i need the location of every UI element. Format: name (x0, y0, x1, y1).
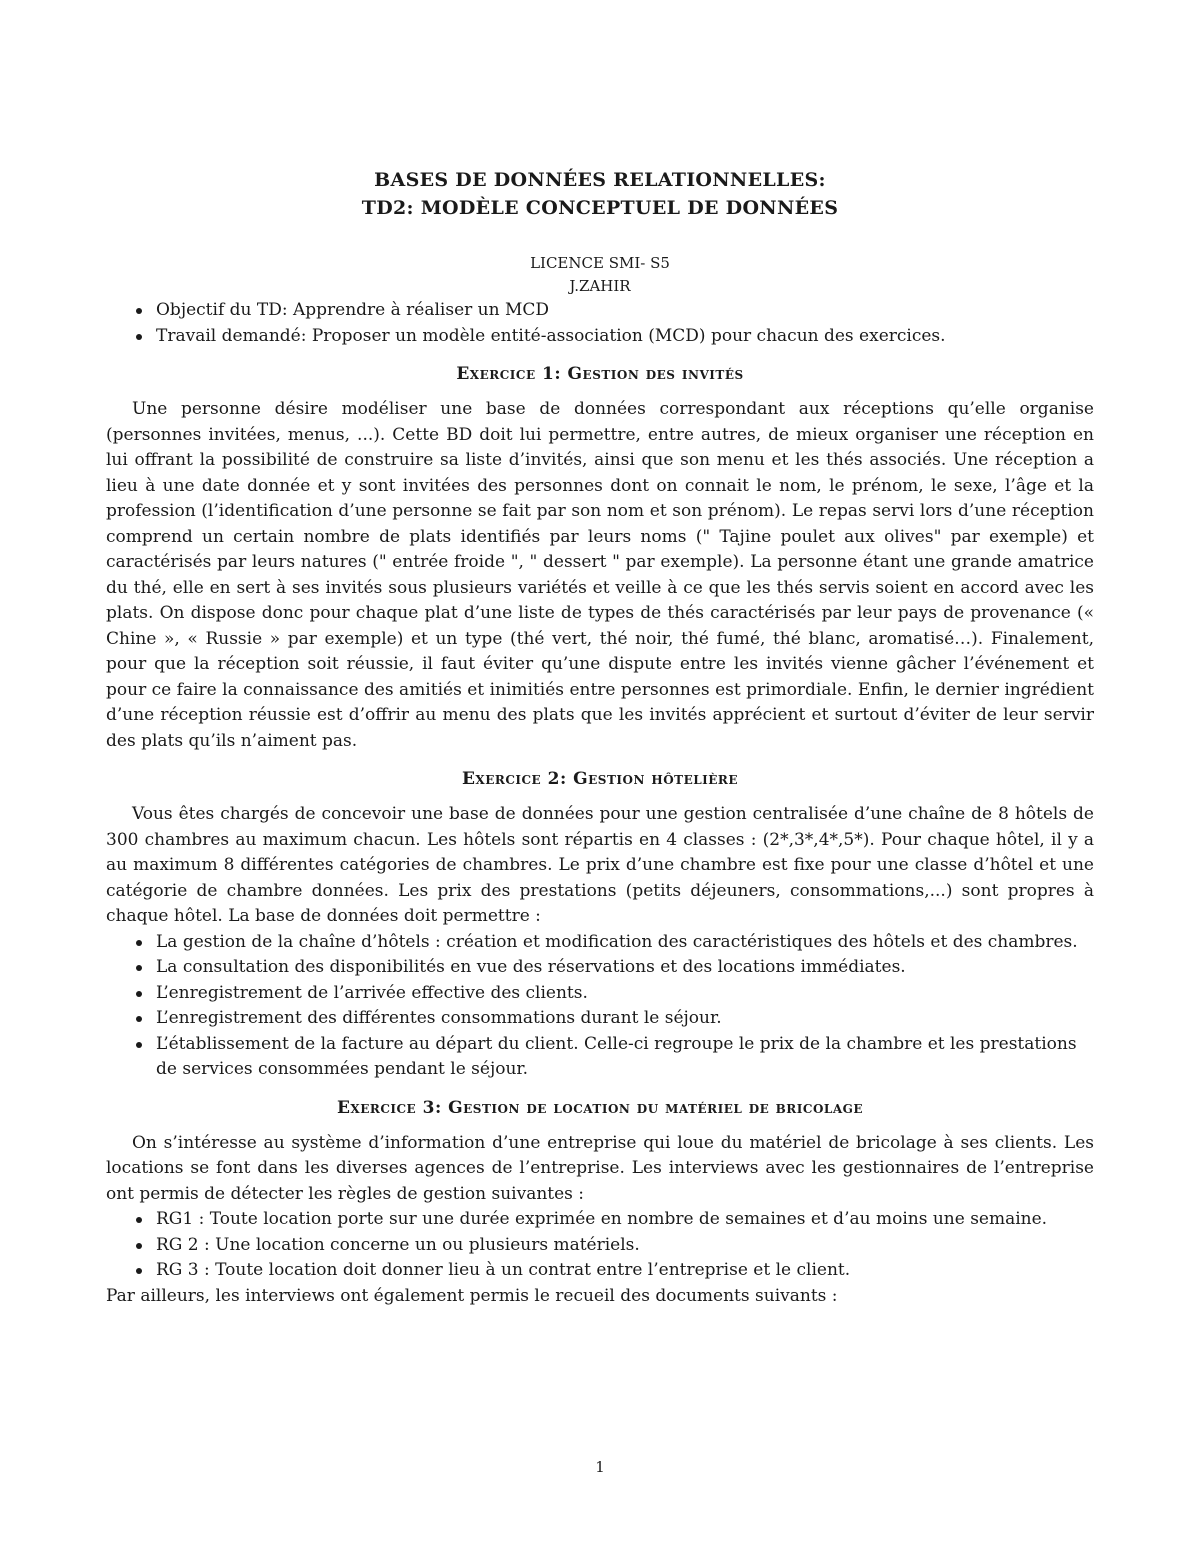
exercise-3-section (106, 1095, 1094, 1310)
list-item: L’enregistrement des différentes consommations durant le séjour. (156, 1006, 1094, 1032)
exercise-3-rules-list (106, 1207, 1094, 1284)
list-item: L’enregistrement de l’arrivée effective des clients. (156, 981, 1094, 1007)
exercise-2-title: Exercice 2: Gestion hôtelière (461, 769, 739, 789)
list-item: RG 3 : Toute location doit donner lieu à un contrat entre l’entreprise et le client. (156, 1258, 1094, 1284)
exercise-1-section (106, 361, 1094, 754)
exercise-1-title: Exercice 1: Gestion des invités (456, 364, 744, 384)
exercise-3-title: Exercice 3: Gestion de location du matériel de bricolage (336, 1097, 864, 1118)
exercise-1-paragraph: Une personne désire modéliser une base de données correspondant aux réceptions qu’elle organise (personnes invitées, menus, ...). Cette BD doit lui permettre, entre autres, de mieux organiser une réception en lui offrant la possibilité de construire sa liste d’invités, ainsi que son menu et les thés associés. Une réception a lieu à une date donnée et y sont invitées des personnes dont on connait le nom, le prénom, le sexe, l’âge et la profession (l’identification d’une personne se fait par son nom et son prénom). Le repas servi lors d’une réception comprend un certain nombre de plats identifiés par leurs noms (" Tajine poulet aux olives" par exemple) et caractérisés par leurs natures (" entrée froide ", " dessert " par exemple). La personne étant une grande amatrice du thé, elle en sert à ses invités sous plusieurs variétés et veille à ce que les thés servis soient en accord avec les plats. On dispose donc pour chaque plat d’une liste de types de thés caractérisés par leur pays de provenance (« Chine », « Russie » par exemple) et un type (thé vert, thé noir, thé fumé, thé blanc, aromatisé…). Finalement, pour que la réception soit réussie, il faut éviter qu’une dispute entre les invités vienne gâcher l’événement et pour ce faire la connaissance des amitiés et inimitiés entre personnes est primordiale. Enfin, le dernier ingrédient d’une réception réussie est d’offrir au menu des plats que les invités apprécient et surtout d’éviter de leur servir des plats qu’ils n’aiment pas. (106, 399, 1094, 751)
document-header (106, 166, 1094, 298)
list-item: L’établissement de la facture au départ du client. Celle-ci regroupe le prix de la chambre et les prestations de services consommées pendant le séjour. (156, 1032, 1094, 1083)
exercise-3-paragraph: On s’intéresse au système d’information d’une entreprise qui loue du matériel de bricolage à ses clients. Les locations se font dans les diverses agences de l’entreprise. Les interviews avec les gestionnaires de l’entreprise ont permis de détecter les règles de gestion suivantes : (106, 1132, 1094, 1204)
list-item: La consultation des disponibilités en vue des réservations et des locations immédiates. (156, 955, 1094, 981)
page-content (106, 166, 1094, 1309)
exercise-3-closing: Par ailleurs, les interviews ont également permis le recueil des documents suivants : (106, 1285, 838, 1306)
document-title-line-2: TD2: MODÈLE CONCEPTUEL DE DONNÉES (361, 197, 839, 219)
list-item: RG1 : Toute location porte sur une durée exprimée en nombre de semaines et d’au moins une semaine. (156, 1207, 1094, 1233)
author-label: J.ZAHIR (569, 277, 631, 295)
intro-list (106, 298, 1094, 349)
intro-item-task: Travail demandé: Proposer un modèle entité-association (MCD) pour chacun des exercices. (156, 324, 1094, 350)
page-number: 1 (595, 1458, 605, 1476)
list-item: RG 2 : Une location concerne un ou plusieurs matériels. (156, 1233, 1094, 1259)
course-label: LICENCE SMI- S5 (530, 254, 670, 272)
document-title-line-1: BASES DE DONNÉES RELATIONNELLES: (374, 169, 826, 191)
intro-item-objective: Objectif du TD: Apprendre à réaliser un MCD (156, 298, 1094, 324)
exercise-2-requirements-list (106, 930, 1094, 1083)
exercise-2-section (106, 766, 1094, 1083)
exercise-2-paragraph: Vous êtes chargés de concevoir une base de données pour une gestion centralisée d’une chaîne de 8 hôtels de 300 chambres au maximum chacun. Les hôtels sont répartis en 4 classes : (2*,3*,4*,5*). Pour chaque hôtel, il y a au maximum 8 différentes catégories de chambres. Le prix d’une chambre est fixe pour une classe d’hôtel et une catégorie de chambre données. Les prix des prestations (petits déjeuners, consommations,...) sont propres à chaque hôtel. La base de données doit permettre : (106, 804, 1094, 926)
list-item: La gestion de la chaîne d’hôtels : création et modification des caractéristiques des hôtels et des chambres. (156, 930, 1094, 956)
